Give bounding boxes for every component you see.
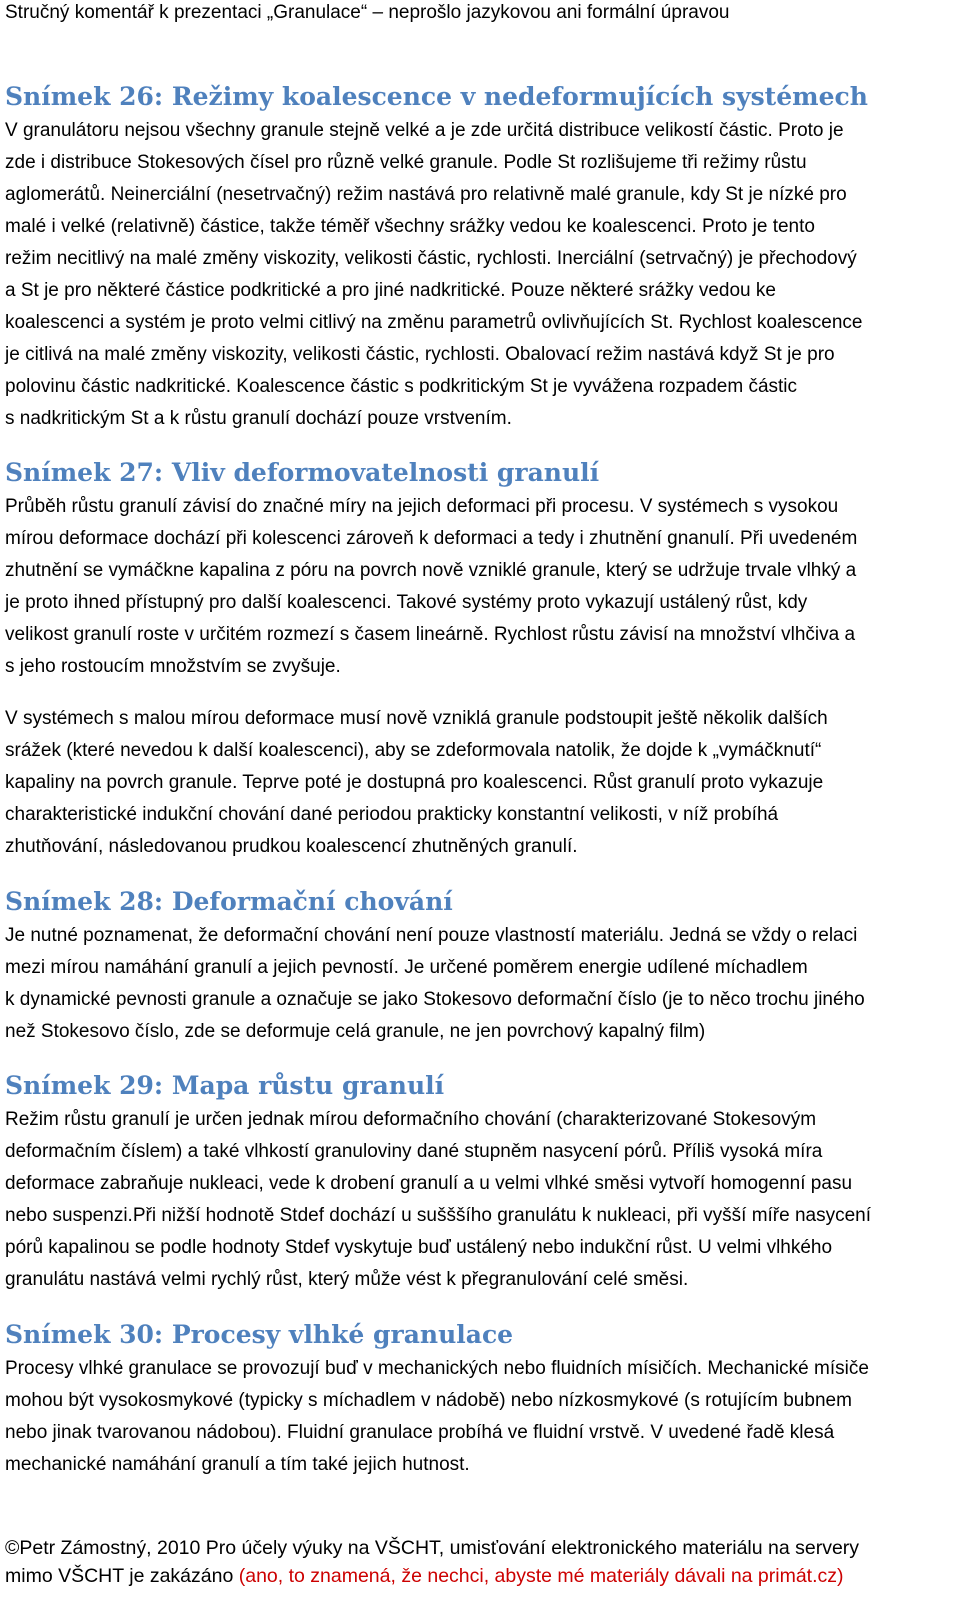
text-line: velikost granulí roste v určitém rozmezí s časem lineárně. Rychlost růstu závisí na množství vlhčiva a	[5, 624, 856, 645]
text-line: charakteristické indukční chování dané periodou prakticky konstantní velikosti, v níž probíhá	[5, 804, 779, 825]
section-29-paragraph	[5, 1104, 950, 1296]
section-heading-30: Snímek 30: Procesy vlhké granulace	[5, 1320, 514, 1349]
text-line: deformačním číslem) a také vlhkostí granuloviny dané stupněm nasycení pórů. Příliš vysoká míra	[5, 1141, 823, 1162]
section-27-paragraph-1	[5, 491, 950, 683]
text-line: mezi mírou namáhání granulí a jejich pevností. Je určené poměrem energie udílené míchadlem	[5, 957, 808, 978]
text-line: pórů kapalinou se podle hodnoty Stdef vyskytuje buď ustálený nebo indukční růst. U velmi vlhkého	[5, 1237, 833, 1258]
text-line: než Stokesovo číslo, zde se deformuje celá granule, ne jen povrchový kapalný film)	[5, 1021, 706, 1042]
section-30-paragraph	[5, 1353, 950, 1481]
text-line: nebo suspenzi.Při nižší hodnotě Stdef dochází u sušššího granulátu k nukleaci, při vyšší míře nasycení	[5, 1205, 872, 1226]
section-heading-28: Snímek 28: Deformační chování	[5, 887, 453, 916]
text-line: granulátu nastává velmi rychlý růst, který může vést k přegranulování celé směsi.	[5, 1269, 689, 1290]
text-line: je proto ihned přístupný pro další koalescenci. Takové systémy proto vykazují ustálený růst, kdy	[5, 592, 808, 613]
text-line: zhutnění se vymáčkne kapalina z póru na povrch nově vzniklé granule, který se udržuje trvale vlhký a	[5, 560, 857, 581]
text-line: deformace zabraňuje nukleaci, vede k drobení granulí a u velmi vlhké směsi vytvoří homogenní pasu	[5, 1173, 853, 1194]
text-line: mírou deformace dochází při kolescenci zároveň k deformaci a tedy i zhutnění gnanulí. Při uvedeném	[5, 528, 858, 549]
text-line: je citlivá na malé změny viskozity, velikosti částic, rychlosti. Obalovací režim nastává když St je pro	[5, 344, 835, 365]
text-line: V systémech s malou mírou deformace musí nově vzniklá granule podstoupit ještě několik dalších	[5, 708, 828, 729]
text-line: zhutňování, následovanou prudkou koalescencí zhutněných granulí.	[5, 836, 578, 857]
section-heading-26: Snímek 26: Režimy koalescence v nedeformujících systémech	[5, 82, 868, 111]
text-line: s jeho rostoucím množstvím se zvyšuje.	[5, 656, 341, 677]
section-27-paragraph-2	[5, 703, 950, 863]
text-line: Režim růstu granulí je určen jednak mírou deformačního chování (charakterizované Stokesovým	[5, 1109, 817, 1130]
text-line: s nadkritickým St a k růstu granulí dochází pouze vrstvením.	[5, 408, 512, 429]
text-line: mechanické namáhání granulí a tím také jejich hutnost.	[5, 1454, 470, 1475]
text-line: režim necitlivý na malé změny viskozity, velikosti částic, rychlosti. Inerciální (setrvačný) je přechodový	[5, 248, 857, 269]
section-heading-27: Snímek 27: Vliv deformovatelnosti granulí	[5, 458, 600, 487]
section-26-paragraph	[5, 115, 950, 435]
text-line: srážek (které nevedou k další koalescenci), aby se zdeformovala natolik, že dojde k „vymáčknutí“	[5, 740, 822, 761]
copyright-footer	[5, 1534, 950, 1590]
copyright-line: ©Petr Zámostný, 2010 Pro účely výuky na VŠCHT, umisťování elektronického materiálu na servery	[5, 1537, 860, 1559]
text-line: V granulátoru nejsou všechny granule stejně velké a je zde určitá distribuce velikostí částic. Proto je	[5, 120, 844, 141]
text-line: k dynamické pevnosti granule a označuje se jako Stokesovo deformační číslo (je to něco trochu jiného	[5, 989, 865, 1010]
running-header: Stručný komentář k prezentaci „Granulace“ – neprošlo jazykovou ani formální úpravou	[5, 2, 730, 23]
text-line: malé i velké (relativně) částice, takže téměř všechny srážky vedou ke koalescenci. Proto je tento	[5, 216, 815, 237]
section-28-paragraph	[5, 920, 950, 1048]
text-line: kapaliny na povrch granule. Teprve poté je dostupná pro koalescenci. Růst granulí proto vykazuje	[5, 772, 824, 793]
text-line: a St je pro některé částice podkritické a pro jiné nadkritické. Pouze některé srážky vedou ke	[5, 280, 776, 301]
copyright-prohibition-text: mimo VŠCHT je zakázáno	[5, 1565, 239, 1587]
text-line: mohou být vysokosmykové (typicky s míchadlem v nádobě) nebo nízkosmykové (s rotujícím bubnem	[5, 1390, 852, 1411]
copyright-warning-text: (ano, to znamená, že nechci, abyste mé materiály dávali na primát.cz)	[238, 1565, 844, 1587]
text-line: polovinu částic nadkritické. Koalescence částic s podkritickým St je vyvážena rozpadem částic	[5, 376, 798, 397]
section-heading-29: Snímek 29: Mapa růstu granulí	[5, 1071, 445, 1100]
text-line: Je nutné poznamenat, že deformační chování není pouze vlastností materiálu. Jedná se vždy o relaci	[5, 925, 858, 946]
text-line: Průběh růstu granulí závisí do značné míry na jejich deformaci při procesu. V systémech s vysokou	[5, 496, 839, 517]
copyright-line-2	[5, 1562, 950, 1590]
text-line: aglomerátů. Neinerciální (nesetrvačný) režim nastává pro relativně malé granule, kdy St je nízké pro	[5, 184, 847, 205]
text-line: zde i distribuce Stokesových čísel pro různě velké granule. Podle St rozlišujeme tři režimy růstu	[5, 152, 807, 173]
text-line: koalescenci a systém je proto velmi citlivý na změnu parametrů ovlivňujících St. Rychlost koalescence	[5, 312, 863, 333]
text-line: Procesy vlhké granulace se provozují buď v mechanických nebo fluidních mísičích. Mechanické mísiče	[5, 1358, 869, 1379]
text-line: nebo jinak tvarovanou nádobou). Fluidní granulace probíhá ve fluidní vrstvě. V uvedené řadě klesá	[5, 1422, 835, 1443]
